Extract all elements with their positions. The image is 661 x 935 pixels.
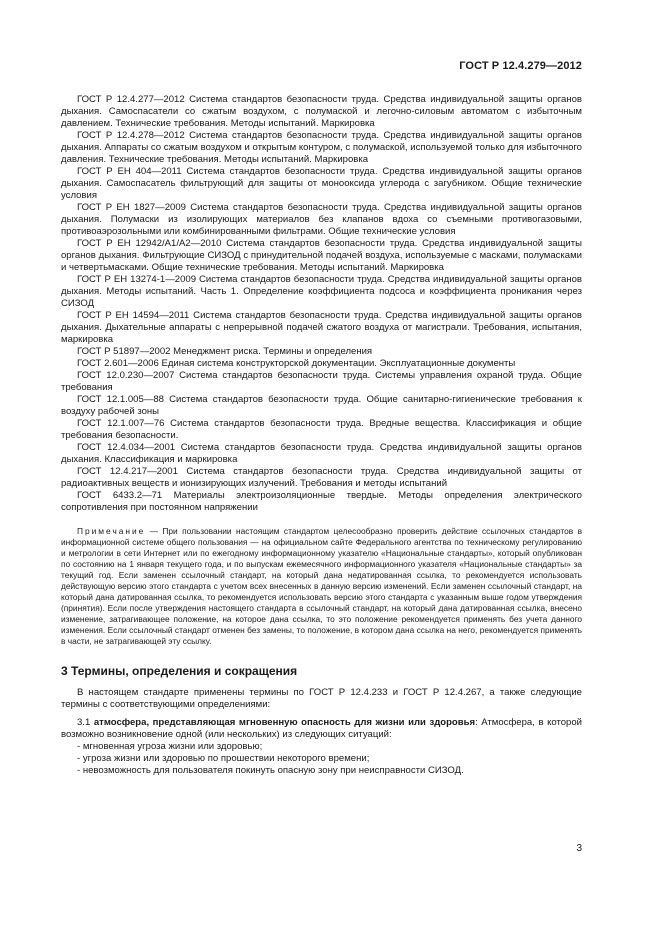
section-title: 3 Термины, определения и сокращения [61, 664, 298, 678]
situation-list [61, 741, 582, 777]
references-list [61, 94, 582, 514]
term-number: 3.1 [77, 717, 94, 728]
reference-item: ГОСТ Р 51897—2002 Менеджмент риска. Термины и определения [77, 346, 373, 357]
list-item: - мгновенная угроза жизни или здоровью; [77, 741, 263, 752]
page-content [61, 94, 582, 777]
page-number: 3 [576, 843, 582, 854]
note [61, 526, 582, 647]
note-text: — При пользовании настоящим стандартом целесообразно проверить действие ссылочных стандартов в информационной системе общего пользования — на официальном сайте Федерального агентства по техническому регулированию и метрологии в сети Интернет или по ежегодному информационному указателю «Национальные стандарты», который опубликован по состоянию на 1 января текущего года, и по выпускам ежемесячного информационного указателя «Национальные стандарты» за текущий год. Если заменен ссылочный стандарт, на который дана недатированная ссылка, то рекомендуется использовать действующую версию этого стандарта с учетом всех внесенных в данную версию изменений. Если заменен ссылочный стандарт, на который дана датированная ссылка, то рекомендуется использовать версию этого стандарта с указанным выше годом утверждения (принятия). Если после утверждения настоящего стандарта в ссылочный стандарт, на который дана датированная ссылка, внесено изменение, затрагивающее положение, на которое дана ссылка, то это положение рекомендуется применять без учета данного изменения. Если ссылочный стандарт отменен без замены, то положение, в котором дана ссылка на него, рекомендуется применять в части, не затрагивающей эту ссылку. [61, 526, 582, 646]
list-item: - угроза жизни или здоровью по прошествии некоторого времени; [77, 753, 370, 764]
term-definition [61, 717, 582, 741]
reference-item: ГОСТ Р ЕН 12942/А1/А2—2010 Система стандартов безопасности труда. Средства индивидуальной защиты органов дыхания. Фильтрующие СИЗОД с принудительной подачей воздуха, используемые с масками, полумасками и четвертьмасками. Общие технические требования. Методы испытаний. Маркировка [61, 238, 582, 273]
reference-item: ГОСТ Р ЕН 404—2011 Система стандартов безопасности труда. Средства индивидуальной защиты органов дыхания. Самоспасатель фильтрующий для защиты от монооксида углерода с загубником. Общие технические условия [61, 166, 582, 201]
list-item: - невозможность для пользователя покинуть опасную зону при неисправности СИЗОД. [77, 765, 464, 776]
reference-item: ГОСТ 2.601—2006 Единая система конструкторской документации. Эксплуатационные документы [77, 358, 516, 369]
reference-item: ГОСТ 12.4.034—2001 Система стандартов безопасности труда. Средства индивидуальной защиты органов дыхания. Классификация и маркировка [61, 442, 582, 465]
reference-item: ГОСТ Р 12.4.277—2012 Система стандартов безопасности труда. Средства индивидуальной защиты органов дыхания. Самоспасатели со сжатым воздухом, с полумаской и легочно-силовым автоматом с избыточным давлением. Технические требования. Методы испытаний. Маркировка [61, 94, 582, 129]
reference-item: ГОСТ 6433.2—71 Материалы электроизоляционные твердые. Методы определения электрического сопротивления при постоянном напряжении [61, 490, 582, 513]
document-header: ГОСТ Р 12.4.279—2012 [459, 60, 582, 72]
section-intro: В настоящем стандарте применены термины по ГОСТ Р 12.4.233 и ГОСТ Р 12.4.267, а также следующие термины с соответствующими определениями: [61, 687, 582, 710]
note-label: Примечание [77, 526, 146, 536]
reference-item: ГОСТ 12.0.230—2007 Система стандартов безопасности труда. Системы управления охраной труда. Общие требования [61, 370, 582, 393]
reference-item: ГОСТ Р 12.4.278—2012 Система стандартов безопасности труда. Средства индивидуальной защиты органов дыхания. Аппараты со сжатым воздухом и открытым контуром, с полумаской, используемой только для избыточного давления. Технические требования. Методы испытаний. Маркировка [61, 130, 582, 165]
term-name: атмосфера, представляющая мгновенную опасность для жизни или здоровья [93, 717, 476, 728]
reference-item: ГОСТ Р ЕН 14594—2011 Система стандартов безопасности труда. Средства индивидуальной защиты органов дыхания. Дыхательные аппараты с непрерывной подачей сжатого воздуха от магистрали. Требования, испытания, маркировка [61, 310, 582, 345]
term-def-text: : Атмосфера, в которой возможно возникновение одной (или нескольких) из следующих ситуаций: [61, 717, 582, 740]
reference-item: ГОСТ 12.1.007—76 Система стандартов безопасности труда. Вредные вещества. Классификация и общие требования безопасности. [61, 418, 582, 441]
reference-item: ГОСТ 12.4.217—2001 Система стандартов безопасности труда. Средства индивидуальной защиты от радиоактивных веществ и ионизирующих излучений. Требования и методы испытаний [61, 466, 582, 489]
reference-item: ГОСТ Р ЕН 1827—2009 Система стандартов безопасности труда. Средства индивидуальной защиты органов дыхания. Полумаски из изолирующих материалов без клапанов вдоха со съемными противогазовыми, противоаэрозольными или комбинированными фильтрами. Общие технические условия [61, 202, 582, 237]
reference-item: ГОСТ Р ЕН 13274-1—2009 Система стандартов безопасности труда. Средства индивидуальной защиты органов дыхания. Методы испытаний. Часть 1. Определение коэффициента подсоса и коэффициента проникания через СИЗОД [61, 274, 582, 309]
reference-item: ГОСТ 12.1.005—88 Система стандартов безопасности труда. Общие санитарно-гигиенические требования к воздуху рабочей зоны [61, 394, 582, 417]
